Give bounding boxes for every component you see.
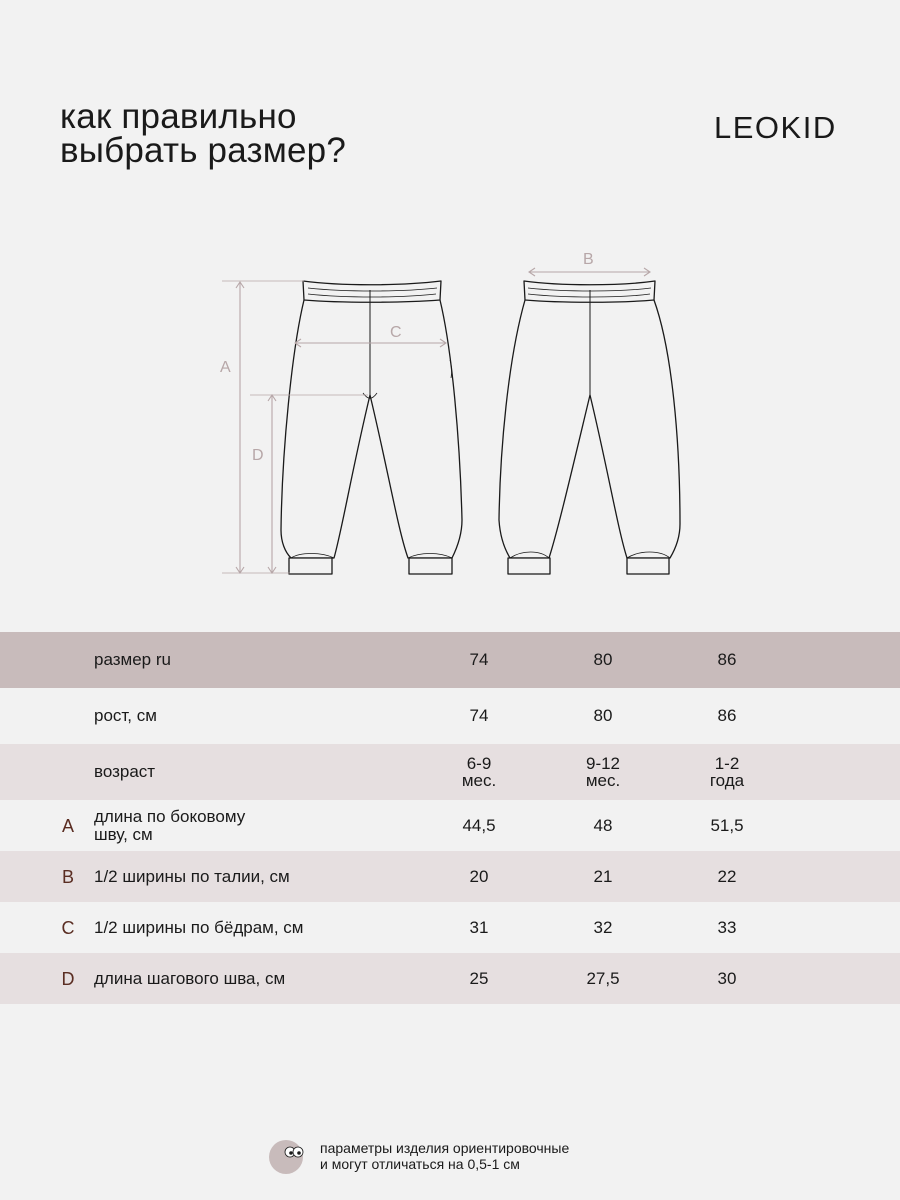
row-letter bbox=[56, 632, 80, 688]
value-height-80: 80 bbox=[593, 706, 613, 725]
pants-measurement-diagram bbox=[0, 230, 900, 600]
row-label: рост, см bbox=[94, 706, 157, 725]
pants-back-drawing bbox=[499, 281, 680, 574]
value-c-74: 31 bbox=[469, 917, 489, 937]
value-a-80: 48 bbox=[593, 815, 613, 835]
value-d-86: 30 bbox=[717, 968, 737, 988]
row-letter-b: B bbox=[61, 866, 74, 887]
value-d-74: 25 bbox=[469, 968, 489, 988]
disclaimer-line-1: параметры изделия ориентировочные bbox=[320, 1140, 570, 1156]
pants-front-drawing bbox=[281, 281, 462, 574]
table-row-side-length bbox=[0, 800, 900, 851]
row-label: 1/2 ширины по бёдрам, см bbox=[94, 917, 304, 937]
value-b-74: 20 bbox=[469, 866, 489, 886]
brand-logo: LEOKID bbox=[714, 110, 837, 145]
value-b-80: 21 bbox=[593, 866, 613, 886]
value-a-86: 51,5 bbox=[710, 815, 744, 835]
value-age-86: 1-2 года bbox=[709, 754, 745, 790]
row-label: возраст bbox=[94, 762, 156, 781]
mascot-icon bbox=[268, 1138, 304, 1174]
row-label: размер ru bbox=[94, 650, 171, 669]
value-age-74: 6-9 мес. bbox=[461, 754, 497, 790]
disclaimer-note bbox=[268, 1138, 569, 1174]
disclaimer-text bbox=[320, 1140, 569, 1172]
dimension-label-b: B bbox=[583, 251, 594, 268]
page-title-line-2: выбрать размер? bbox=[60, 131, 346, 170]
value-size-74: 74 bbox=[469, 650, 489, 669]
size-chart-table bbox=[0, 632, 900, 1004]
value-size-86: 86 bbox=[717, 650, 737, 669]
value-d-80: 27,5 bbox=[586, 968, 620, 988]
row-letter-a: A bbox=[61, 815, 74, 836]
row-letter-c: C bbox=[61, 917, 75, 938]
value-height-86: 86 bbox=[717, 706, 737, 725]
page-title-line-1: как правильно bbox=[60, 97, 297, 136]
value-size-80: 80 bbox=[593, 650, 613, 669]
value-a-74: 44,5 bbox=[462, 815, 496, 835]
table-row-waist-width bbox=[0, 851, 900, 902]
dimension-label-a: A bbox=[220, 359, 231, 376]
row-label: длина шагового шва, см bbox=[94, 968, 286, 988]
value-c-80: 32 bbox=[593, 917, 613, 937]
dimension-label-d: D bbox=[252, 447, 264, 464]
table-row-height bbox=[0, 688, 900, 744]
value-height-74: 74 bbox=[469, 706, 489, 725]
table-row-hip-width bbox=[0, 902, 900, 953]
value-c-86: 33 bbox=[717, 917, 737, 937]
disclaimer-line-2: и могут отличаться на 0,5-1 см bbox=[320, 1156, 520, 1172]
dimension-label-c: C bbox=[390, 324, 402, 341]
row-label: длина по боковому шву, см bbox=[94, 806, 246, 844]
value-age-80: 9-12 мес. bbox=[585, 754, 621, 790]
table-row-inseam bbox=[0, 953, 900, 1004]
row-letter bbox=[56, 688, 80, 744]
row-letter bbox=[56, 744, 80, 800]
row-label: 1/2 ширины по талии, см bbox=[94, 866, 290, 886]
table-row-age bbox=[0, 744, 900, 800]
table-row-size-ru bbox=[0, 632, 900, 688]
value-b-86: 22 bbox=[717, 866, 737, 886]
page-title bbox=[60, 97, 346, 170]
row-letter-d: D bbox=[61, 968, 75, 989]
